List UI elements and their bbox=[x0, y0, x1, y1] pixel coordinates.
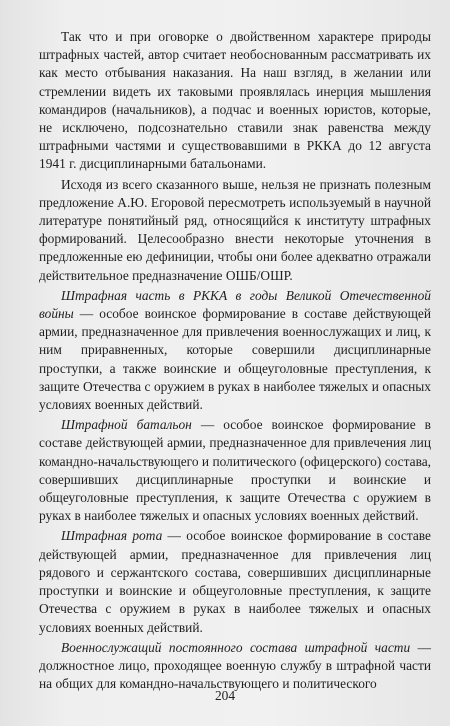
paragraph-1 bbox=[39, 28, 431, 174]
paragraph-2-text: Исходя из всего сказанного выше, нельзя не признать полезным предложение А.Ю. Егоровой пересмотреть используемый в научной литературе понятийный ряд, относящийся к институту штрафных формирований. Целесообразно внести некоторые уточнения в предложенные ею дефиниции, чтобы они более адекватно отражали действительное предназначение ОШБ/ОШР. bbox=[39, 176, 431, 283]
definition-penal-unit-text: — особое воинское формирование в составе действующей армии, предназначенное для привлечения военнослужащих и лиц, к ним приравненных, которые совершили дисциплинарные проступки, а также воинские и общеуголовные преступления, к защите Отечества с оружием в руках в наиболее тяжелых и опасных условиях военных действий. bbox=[39, 306, 431, 413]
definition-permanent-staff bbox=[39, 639, 431, 694]
term-penal-company: Штрафная рота bbox=[61, 528, 163, 544]
term-penal-battalion: Штрафной батальон bbox=[61, 417, 192, 433]
definition-penal-battalion-text: — особое воинское формирование в составе действующей армии, предназначенное для привлечения лиц командно-начальствующего и политического (офицерского) состава, совершивших дисциплинарные проступки и воинские и общеуголовные преступления, к защите Отечества с оружием в руках в наиболее тяжелых и опасных условиях военных действий. bbox=[39, 417, 431, 524]
definition-penal-battalion bbox=[39, 416, 431, 525]
term-permanent-staff: Военнослужащий постоянного состава штрафной части bbox=[61, 639, 411, 655]
definition-permanent-staff-text: — должностное лицо, проходящее военную службу в штрафной части на общих для командно-начальствующего и политического bbox=[39, 639, 431, 692]
page-number: 204 bbox=[214, 688, 236, 703]
definition-penal-company bbox=[39, 527, 431, 636]
paragraph-1-text: Так что и при оговорке о двойственном характере природы штрафных частей, автор считает необоснованным рассматривать их как место отбывания наказания. На наш взгляд, в желании или стремлении видеть их таковыми проявлялась инерция мышления командиров (начальников), а подчас и военных юристов, которые, не исключено, подсознательно ставили знак равенства между штрафными частями и существовавшими в РККА до 12 августа 1941 г. дисциплинарными батальонами. bbox=[39, 29, 431, 172]
definition-penal-unit bbox=[39, 287, 431, 414]
definition-penal-company-text: — особое воинское формирование в составе действующей армии, предназначенное для привлечения лиц рядового и сержантского состава, совершивших дисциплинарные проступки и воинские и общеуголовные преступления, к защите Отечества с оружием в руках в наиболее тяжелых и опасных условиях военных действий. bbox=[39, 528, 431, 635]
term-penal-unit: Штрафная часть в РККА в годы Великой Отечественной войны bbox=[39, 287, 431, 322]
body-text bbox=[39, 28, 431, 693]
paragraph-2 bbox=[39, 176, 431, 285]
